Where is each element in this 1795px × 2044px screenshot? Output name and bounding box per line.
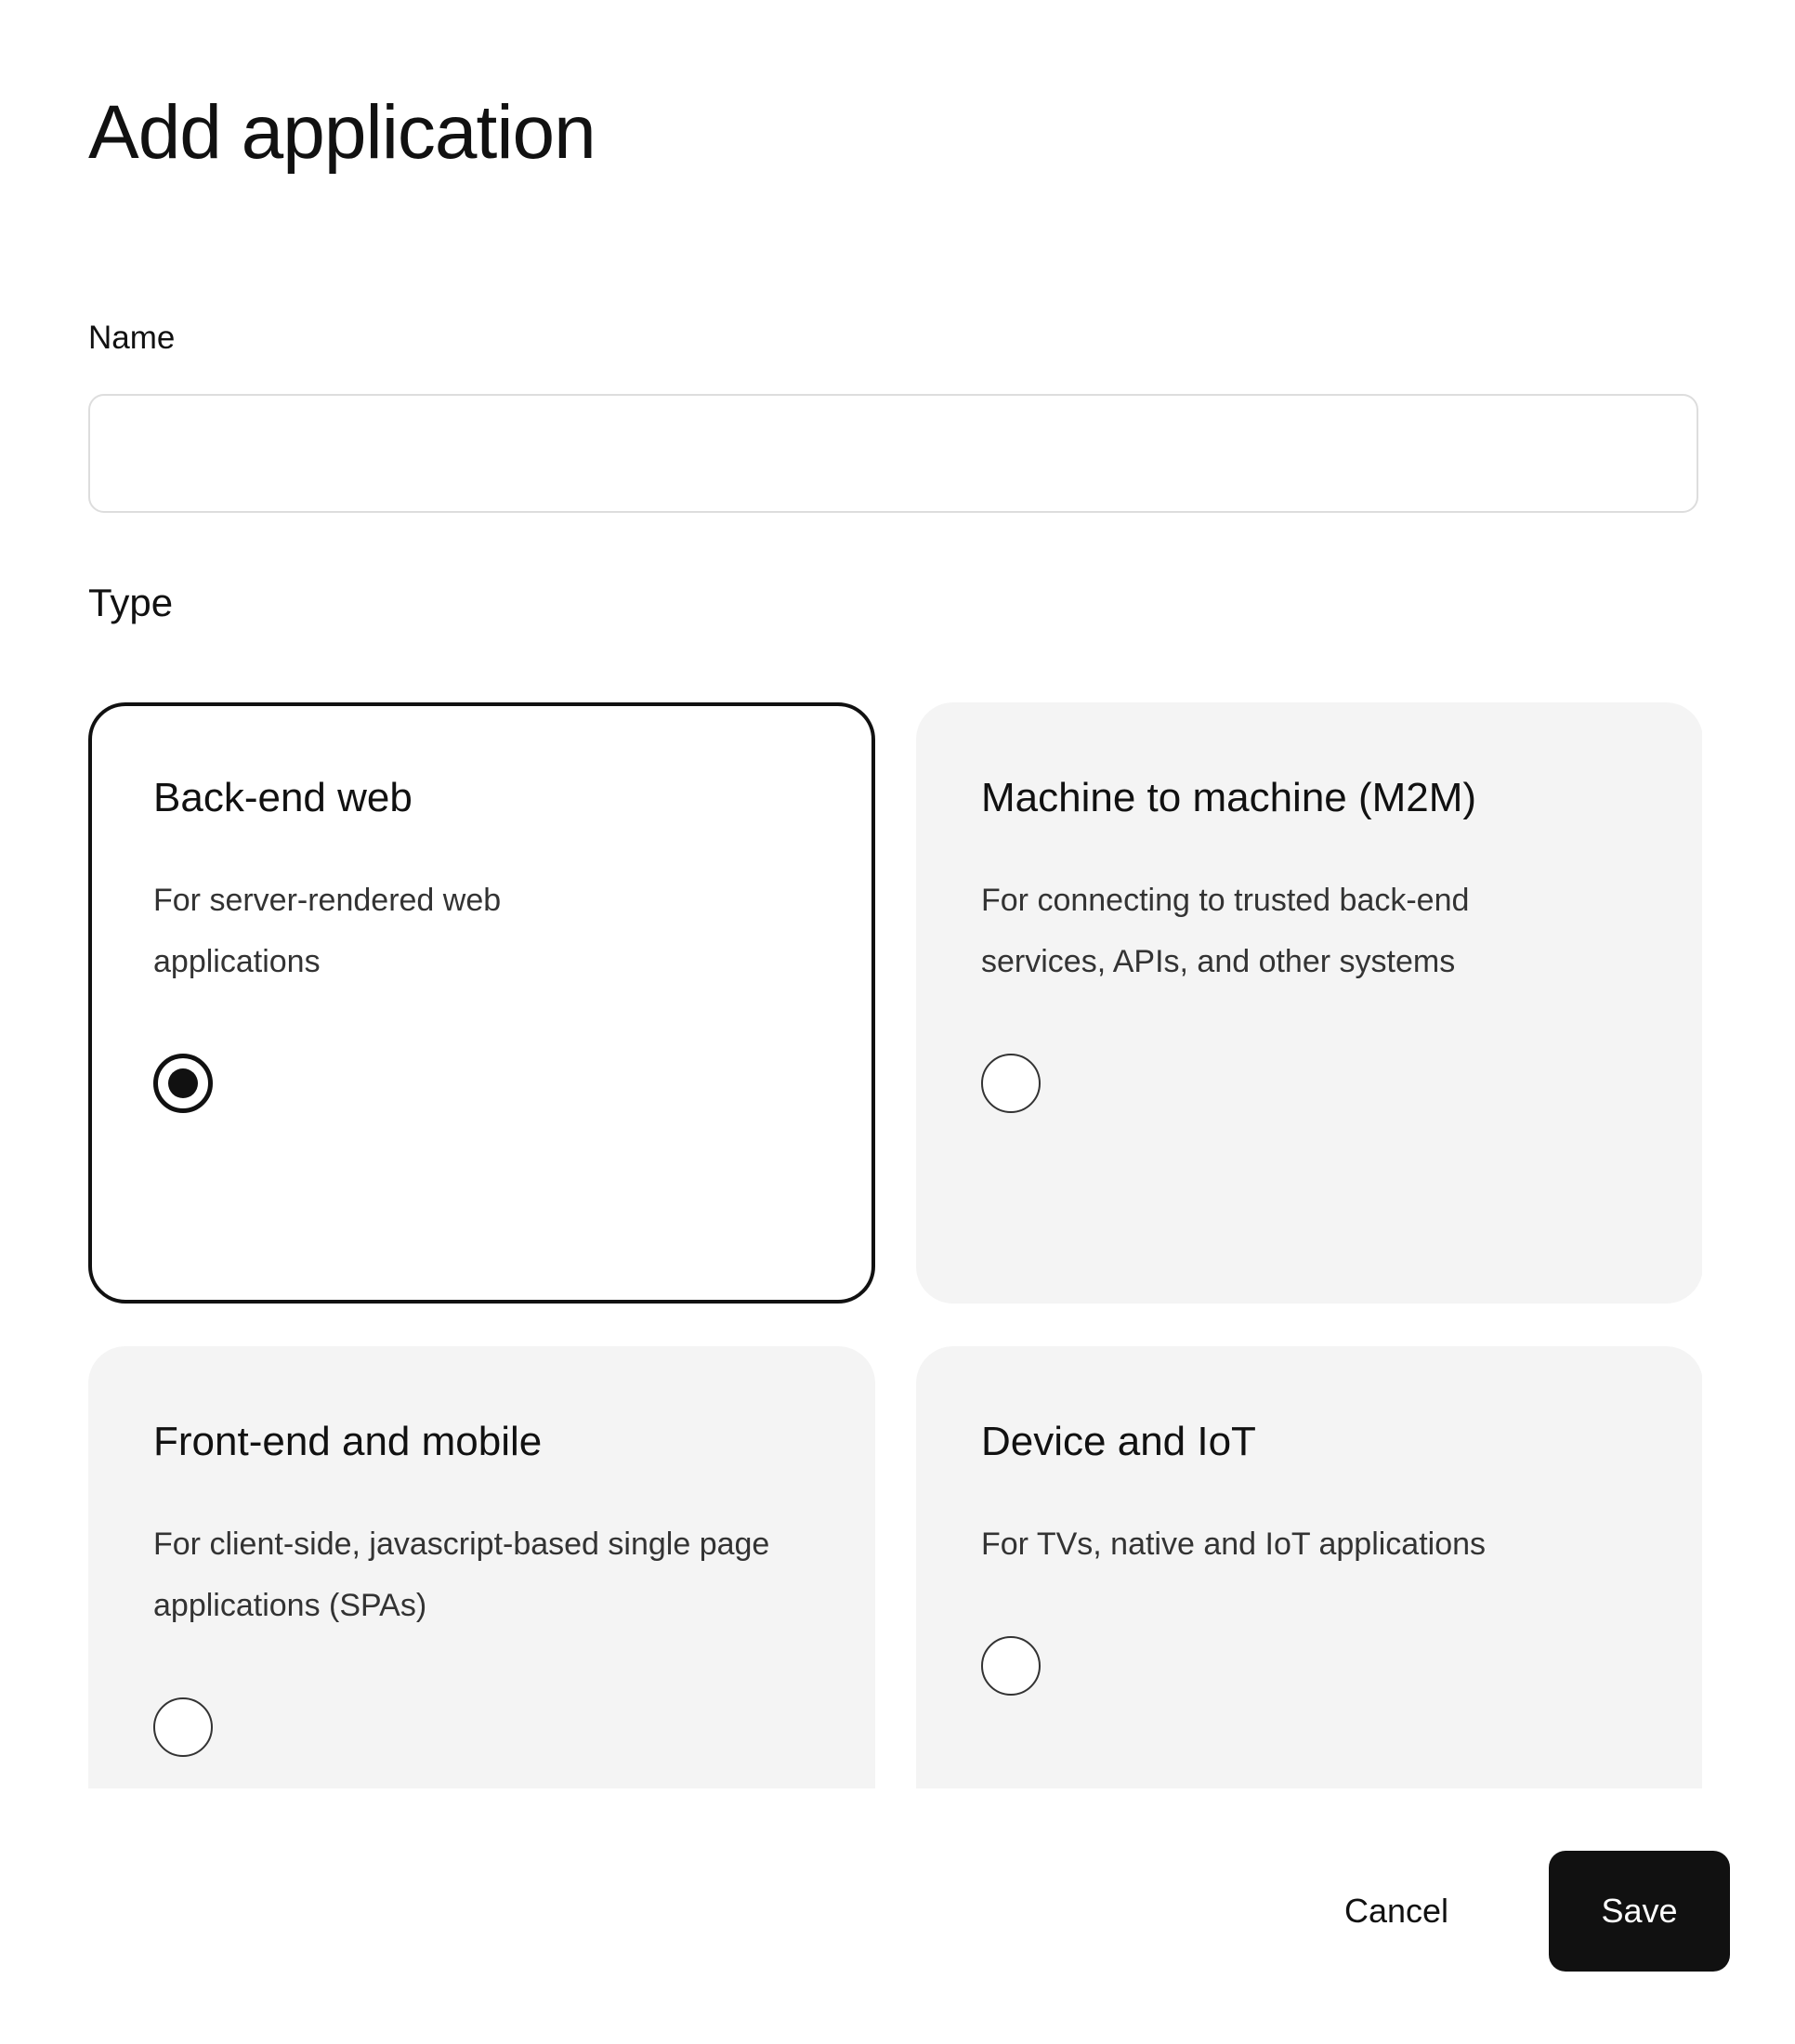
radio-device-iot[interactable] — [981, 1636, 1041, 1696]
type-options-scroll-area[interactable] — [88, 702, 1702, 1788]
type-option-description: For TVs, native and IoT applications — [981, 1526, 1487, 1562]
type-option-description: For connecting to trusted back-end services, APIs, and other systems — [981, 883, 1470, 979]
type-option-title: Machine to machine (M2M) — [981, 775, 1477, 820]
save-button[interactable]: Save — [1549, 1851, 1730, 1972]
type-option-title: Front-end and mobile — [153, 1419, 543, 1464]
type-option-title: Device and IoT — [981, 1419, 1256, 1464]
name-label: Name — [88, 320, 176, 356]
dialog-title: Add application — [88, 90, 596, 175]
radio-m2m[interactable] — [981, 1054, 1041, 1113]
cancel-button[interactable]: Cancel — [1310, 1851, 1483, 1972]
name-input[interactable] — [88, 394, 1698, 513]
radio-front-end-mobile[interactable] — [153, 1697, 213, 1757]
type-option-description: For client-side, javascript-based single page applications (SPAs) — [153, 1526, 770, 1623]
type-option-m2m[interactable] — [916, 702, 1702, 1304]
type-option-back-end-web[interactable] — [88, 702, 875, 1304]
type-label: Type — [88, 581, 174, 624]
radio-back-end-web[interactable] — [153, 1054, 213, 1113]
type-option-device-iot[interactable] — [916, 1346, 1702, 1788]
type-option-front-end-mobile[interactable] — [88, 1346, 875, 1788]
type-option-title: Back-end web — [153, 775, 413, 820]
type-option-description: For server-rendered web applications — [153, 883, 502, 979]
